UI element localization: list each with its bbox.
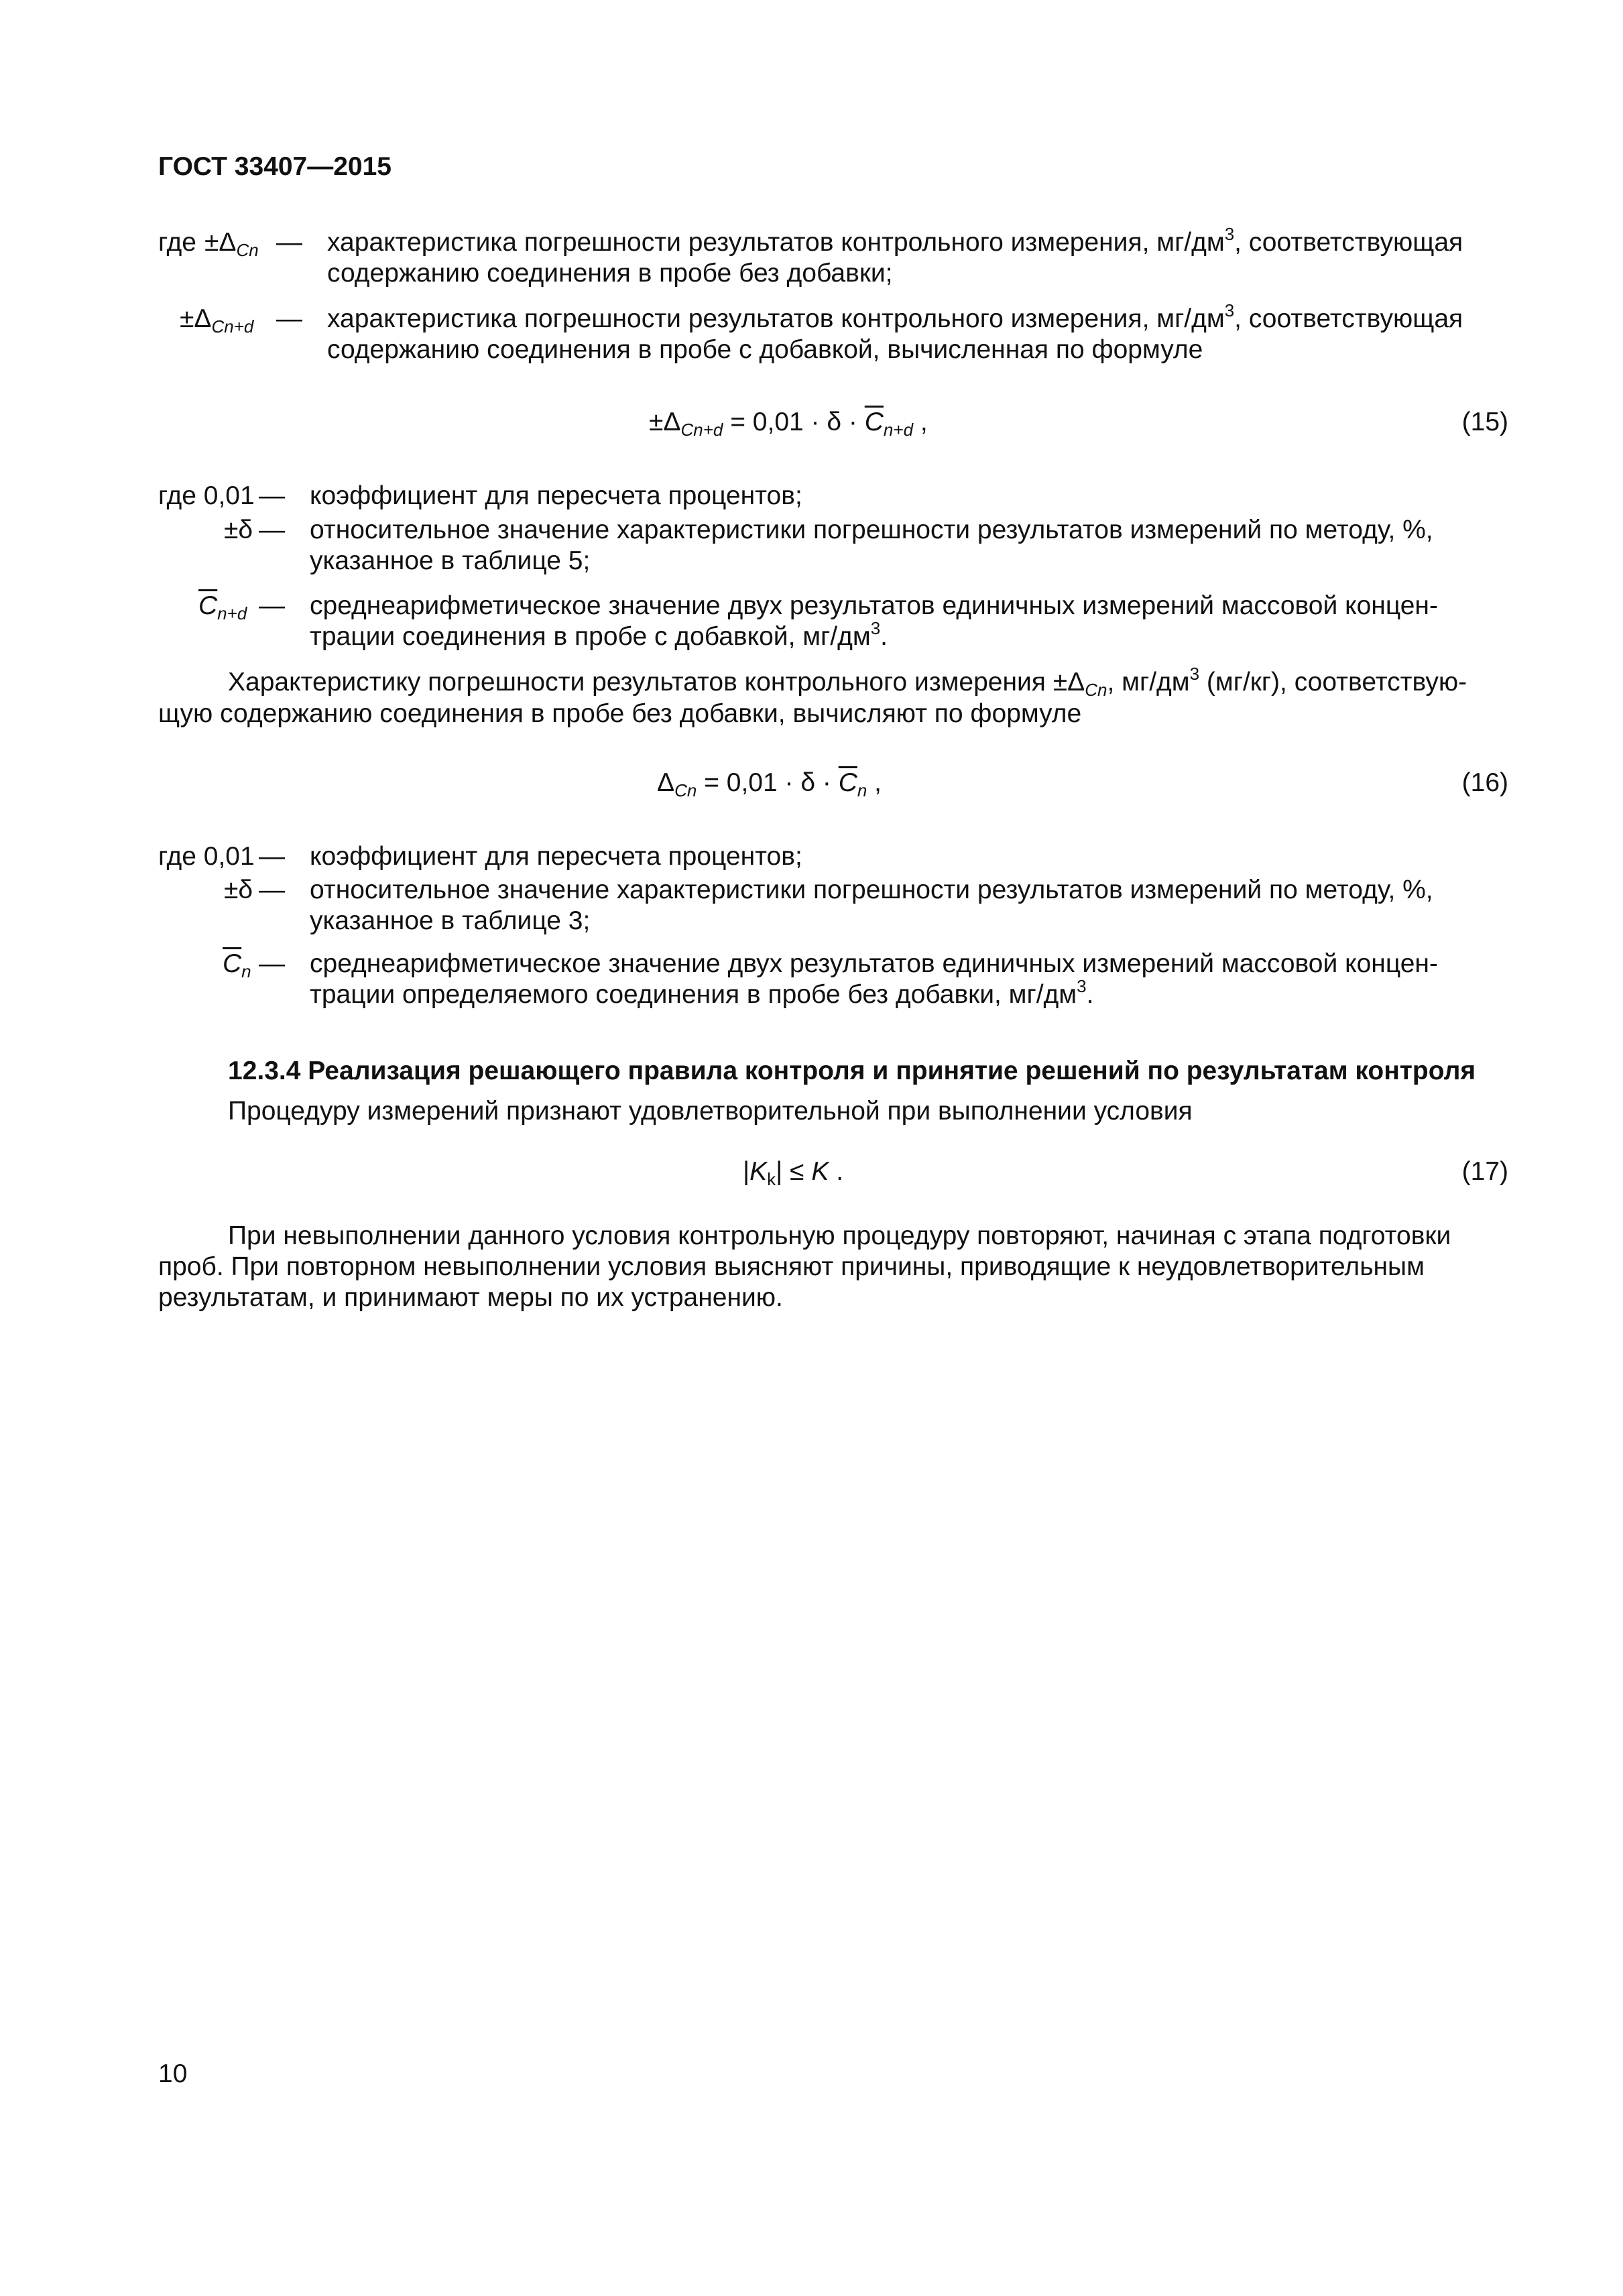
dash: —	[259, 516, 285, 544]
document-header: ГОСТ 33407—2015	[158, 152, 392, 181]
definition-line: коэффициент для пересчета процентов;	[310, 842, 802, 871]
dash: —	[259, 591, 285, 620]
term-delta: ±δ	[224, 516, 253, 544]
formula-number-15: (15)	[1461, 408, 1508, 436]
paragraph-line: Процедуру измерений признают удовлетворительной при выполнении условия	[228, 1097, 1193, 1126]
term-delta-cn: $\pm\Delta_{Cn}$	[204, 228, 259, 260]
definition-line: коэффициент для пересчета процентов;	[310, 481, 802, 510]
definition-line: характеристика погрешности результатов контрольного измерения, $мг/дм^3$, соответствующая	[327, 224, 1463, 257]
term-coefficient: где 0,01	[158, 842, 255, 871]
paragraph-line: результатам, и принимают меры по их устранению.	[158, 1283, 783, 1312]
paragraph-line: щую содержанию соединения в пробе без добавки, вычисляют по формуле	[158, 699, 1082, 728]
term-coefficient: где 0,01	[158, 481, 255, 510]
dash: —	[259, 481, 285, 510]
dash: —	[276, 304, 302, 333]
paragraph-line: проб. При повторном невыполнении условия выясняют причины, приводящие к неудовлетворительным	[158, 1252, 1425, 1281]
dash: —	[276, 228, 302, 257]
formula-number-17: (17)	[1461, 1157, 1508, 1186]
formula-15: $\pm\Delta_{Cn+d} = 0,01 \cdot \delta \cdot \overline{C}_{n+d}$ ,	[649, 408, 928, 440]
term-c-mean: $\overline{C}_{n+d}$	[198, 591, 247, 623]
dash: —	[259, 842, 285, 871]
page-number: 10	[158, 2059, 188, 2088]
definition-line: относительное значение характеристики погрешности результатов измерений по методу, %,	[310, 875, 1433, 904]
term-c-mean: $\overline{C}_n$	[223, 949, 251, 981]
definition-line: относительное значение характеристики погрешности результатов измерений по методу, %,	[310, 516, 1433, 544]
definition-line: содержанию соединения в пробе с добавкой, вычисленная по формуле	[327, 335, 1203, 364]
definition-line: среднеарифметическое значение двух результатов единичных измерений массовой концен-	[310, 949, 1438, 978]
dash: —	[259, 949, 285, 978]
paragraph-line: При невыполнении данного условия контрольную процедуру повторяют, начиная с этапа подготовки	[228, 1221, 1451, 1250]
dash: —	[259, 875, 285, 904]
definition-line: содержанию соединения в пробе без добавки;	[327, 259, 893, 288]
definition-line: указанное в таблице 3;	[310, 906, 591, 935]
where-label: где	[158, 228, 196, 257]
formula-number-16: (16)	[1461, 768, 1508, 797]
term-delta-cnd: $\pm\Delta_{Cn+d}$	[180, 304, 254, 337]
definition-line: среднеарифметическое значение двух результатов единичных измерений массовой концен-	[310, 591, 1438, 620]
definition-line: трации соединения в пробе с добавкой, $мг/дм^3$.	[310, 618, 888, 651]
term-delta: ±δ	[224, 875, 253, 904]
definition-line: указанное в таблице 5;	[310, 546, 591, 575]
section-heading: 12.3.4 Реализация решающего правила контроля и принятие решений по результатам контроля	[228, 1056, 1476, 1085]
definition-line: трации определяемого соединения в пробе без добавки, $мг/дм^3$.	[310, 976, 1094, 1009]
definition-line: характеристика погрешности результатов контрольного измерения, $мг/дм^3$, соответствующая	[327, 300, 1463, 333]
paragraph-line: Характеристику погрешности результатов контрольного измерения $\pm\Delta_{Cn}$, $мг/дм^3$ (мг/кг), соответствую-	[228, 664, 1467, 700]
formula-16: $\Delta_{Cn} = 0,01 \cdot \delta \cdot \overline{C}_n$ ,	[657, 768, 882, 800]
formula-17: $|K_k| \le K$ .	[743, 1157, 844, 1189]
